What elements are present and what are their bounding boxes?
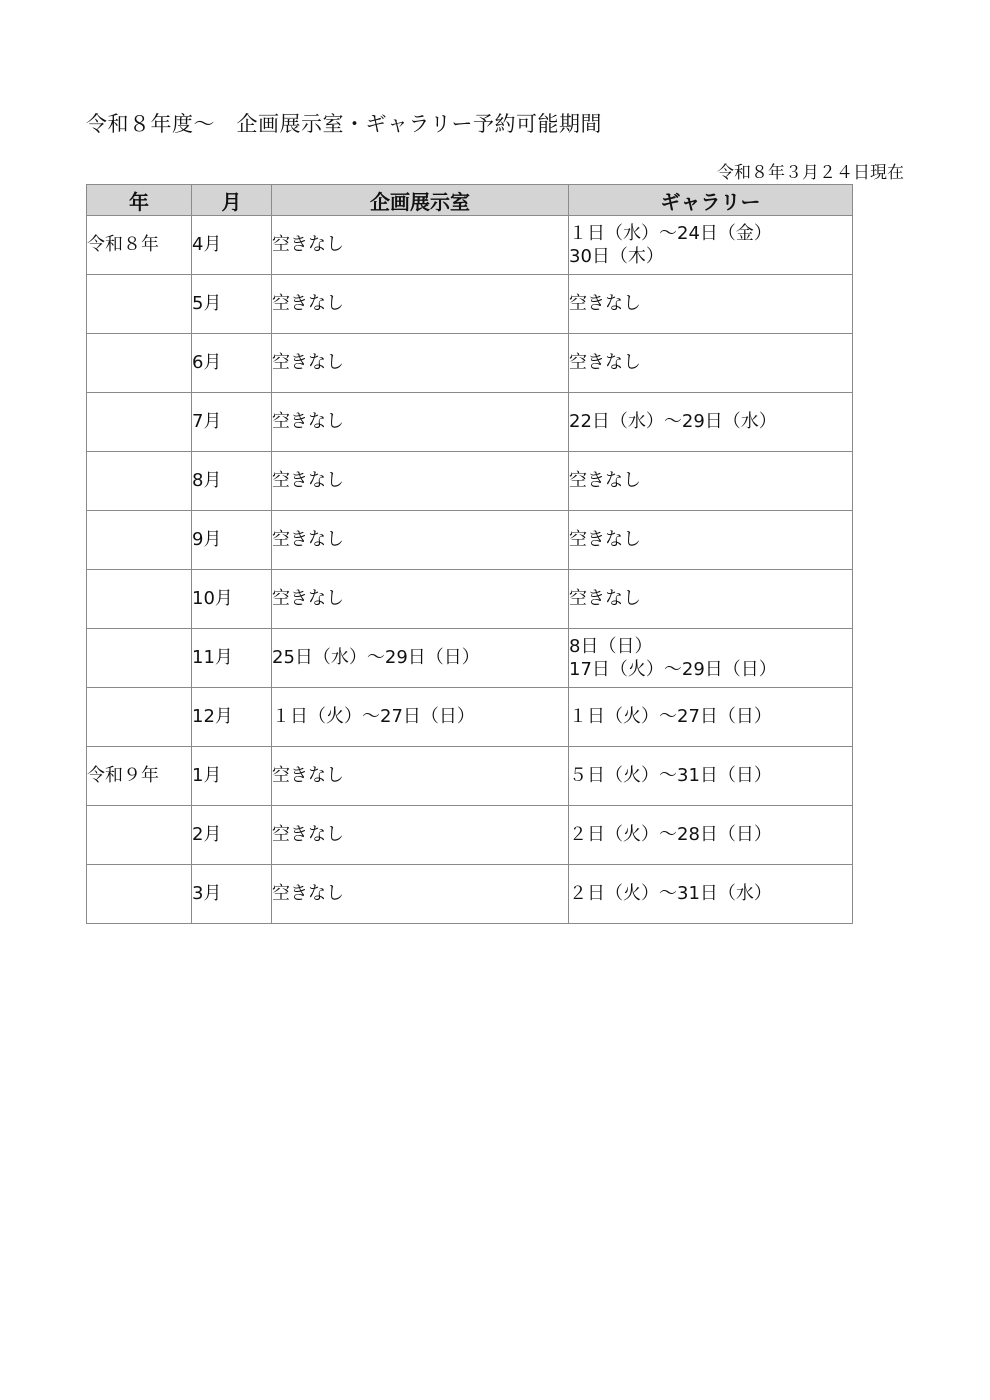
as-of-date: 令和８年３月２４日現在 (717, 163, 904, 183)
exhibition-room-cell (272, 688, 569, 747)
table-row (87, 747, 853, 806)
table-body (87, 216, 853, 924)
exhibition-room-cell (272, 275, 569, 334)
gallery-cell-line: 8日（日） (569, 635, 653, 657)
gallery-cell-line: ２日（火）～31日（水） (569, 883, 772, 905)
gallery-cell (569, 216, 853, 275)
header-gallery: ギャラリー (569, 185, 853, 216)
table-row (87, 688, 853, 747)
year-cell (87, 334, 192, 393)
gallery-cell (569, 452, 853, 511)
exhibition-room-cell-line: 空きなし (272, 352, 344, 374)
exhibition-room-cell (272, 865, 569, 924)
exhibition-room-cell-line: 25日（水）～29日（日） (272, 647, 480, 669)
exhibition-room-cell-line: 空きなし (272, 411, 344, 433)
gallery-cell-line: １日（火）～27日（日） (569, 706, 772, 728)
gallery-cell-line: ２日（火）～28日（日） (569, 824, 772, 846)
year-cell (87, 688, 192, 747)
month-cell: 1月 (192, 747, 272, 806)
exhibition-room-cell (272, 570, 569, 629)
table-row (87, 570, 853, 629)
month-cell: 7月 (192, 393, 272, 452)
exhibition-room-cell (272, 806, 569, 865)
year-cell (87, 806, 192, 865)
year-cell (87, 452, 192, 511)
month-cell: 10月 (192, 570, 272, 629)
exhibition-room-cell-line: 空きなし (272, 293, 344, 315)
year-cell (87, 393, 192, 452)
exhibition-room-cell (272, 747, 569, 806)
month-cell: 4月 (192, 216, 272, 275)
year-cell: 令和９年 (87, 747, 192, 806)
header-exhibition-room: 企画展示室 (272, 185, 569, 216)
gallery-cell (569, 747, 853, 806)
month-cell: 5月 (192, 275, 272, 334)
exhibition-room-cell-line: 空きなし (272, 883, 344, 905)
year-cell (87, 570, 192, 629)
exhibition-room-cell-line: 空きなし (272, 765, 344, 787)
gallery-cell-line: 30日（木） (569, 246, 664, 267)
header-month: 月 (192, 185, 272, 216)
gallery-cell-line: ５日（火）～31日（日） (569, 765, 772, 787)
gallery-cell-line: １日（水）～24日（金） (569, 222, 772, 244)
year-cell (87, 511, 192, 570)
month-cell: 12月 (192, 688, 272, 747)
header-year: 年 (87, 185, 192, 216)
exhibition-room-cell-line: 空きなし (272, 470, 344, 492)
month-cell: 8月 (192, 452, 272, 511)
gallery-cell-line: 22日（水）～29日（水） (569, 411, 777, 433)
gallery-cell-line: 空きなし (569, 529, 641, 551)
gallery-cell-line: 17日（火）～29日（日） (569, 659, 777, 680)
exhibition-room-cell-line: 空きなし (272, 824, 344, 846)
exhibition-room-cell (272, 511, 569, 570)
gallery-cell (569, 275, 853, 334)
gallery-cell (569, 865, 853, 924)
exhibition-room-cell (272, 393, 569, 452)
month-cell: 9月 (192, 511, 272, 570)
header-row (87, 185, 853, 216)
month-cell: 2月 (192, 806, 272, 865)
year-cell (87, 275, 192, 334)
gallery-cell (569, 393, 853, 452)
gallery-cell (569, 806, 853, 865)
exhibition-room-cell-line: 空きなし (272, 529, 344, 551)
gallery-cell-line: 空きなし (569, 588, 641, 610)
table-row (87, 629, 853, 688)
exhibition-room-cell (272, 452, 569, 511)
month-cell: 11月 (192, 629, 272, 688)
month-cell: 3月 (192, 865, 272, 924)
table-row (87, 511, 853, 570)
exhibition-room-cell (272, 334, 569, 393)
table-row (87, 452, 853, 511)
table-row (87, 216, 853, 275)
month-cell: 6月 (192, 334, 272, 393)
gallery-cell (569, 629, 853, 688)
exhibition-room-cell (272, 629, 569, 688)
document-title: 令和８年度～ 企画展示室・ギャラリー予約可能期間 (86, 112, 602, 136)
exhibition-room-cell-line: 空きなし (272, 234, 344, 256)
availability-table (86, 184, 853, 924)
gallery-cell-line: 空きなし (569, 352, 641, 374)
year-cell: 令和８年 (87, 216, 192, 275)
gallery-cell-line: 空きなし (569, 293, 641, 315)
gallery-cell-line: 空きなし (569, 470, 641, 492)
exhibition-room-cell-line: １日（火）～27日（日） (272, 706, 475, 728)
exhibition-room-cell-line: 空きなし (272, 588, 344, 610)
exhibition-room-cell (272, 216, 569, 275)
table-row (87, 806, 853, 865)
table-row (87, 275, 853, 334)
gallery-cell (569, 570, 853, 629)
table-row (87, 334, 853, 393)
table-row (87, 865, 853, 924)
table-row (87, 393, 853, 452)
gallery-cell (569, 334, 853, 393)
gallery-cell (569, 688, 853, 747)
year-cell (87, 865, 192, 924)
year-cell (87, 629, 192, 688)
gallery-cell (569, 511, 853, 570)
table-header (87, 185, 853, 216)
